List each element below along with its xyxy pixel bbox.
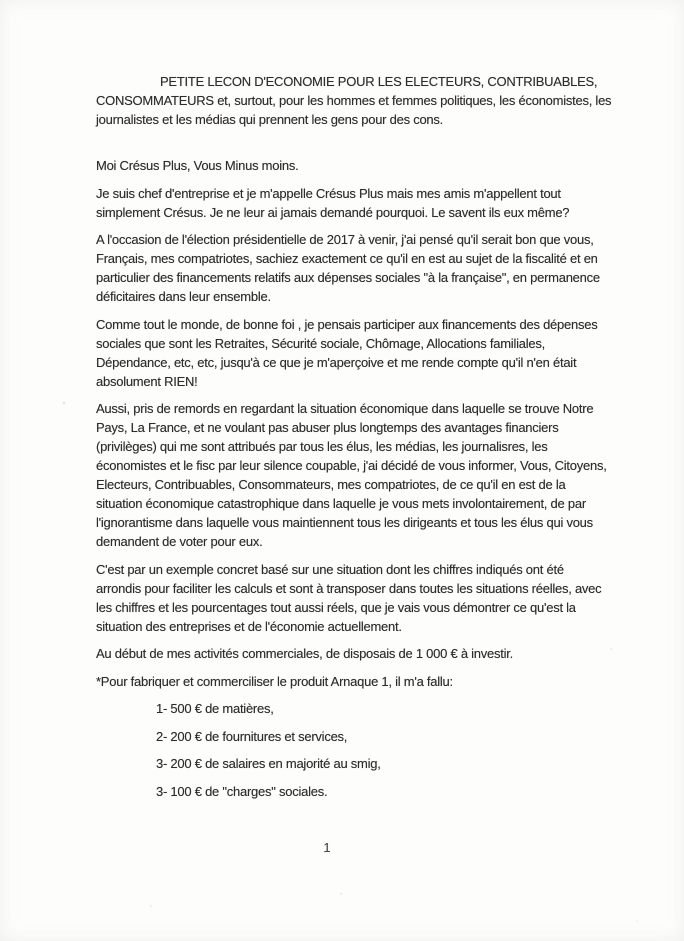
text-line: Au début de mes activités commerciales, de disposais de 1 000 € à investir. [96, 646, 513, 661]
text-line: Aussi, pris de remords en regardant la situation économique dans laquelle se trouve Notre [96, 401, 594, 416]
text-line: Dépendance, etc, etc, jusqu'à ce que je m'aperçoive et me rende compte qu'il n'en était [96, 354, 577, 370]
list-item [96, 727, 664, 746]
paragraph [96, 315, 664, 391]
text-line: arrondis pour faciliter les calculs et sont à transposer dans toutes les situations réelles, avec [96, 580, 602, 596]
document-title [96, 72, 664, 129]
text-line: Je suis chef d'entreprise et je m'appelle Crésus Plus mais mes amis m'appellent tout [96, 185, 561, 201]
text-line: Pays, La France, et ne voulant pas abuser plus longtemps des avantages financiers [96, 420, 559, 435]
paragraph [96, 560, 664, 636]
paragraph [96, 184, 664, 222]
text-line: simplement Crésus. Je ne leur ai jamais demandé pourquoi. Le savent ils eux même? [96, 204, 570, 220]
text-line: Electeurs, Contribuables, Consommateurs, mes compatriotes, de ce qu'il en est de la [96, 477, 566, 492]
text-line: demandent de voter pour eux. [96, 534, 263, 549]
paragraph [96, 672, 664, 691]
list-item [96, 782, 664, 801]
text-line: Moi Crésus Plus, Vous Minus moins. [96, 158, 299, 173]
text-line: A l'occasion de l'élection présidentielle de 2017 à venir, j'ai pensé qu'il serait bon que vous, [96, 232, 594, 247]
text-line: CONSOMMATEURS et, surtout, pour les hommes et femmes politiques, les économistes, les [96, 93, 612, 108]
text-line: économistes et le fisc par leur silence coupable, j'ai décidé de vous informer, Vous, Citoyens, [96, 458, 607, 473]
text-line: 2- 200 € de fournitures et services, [156, 728, 348, 744]
text-line: 3- 200 € de salaires en majorité au smig, [156, 756, 381, 771]
document-body [96, 72, 664, 809]
paragraph [96, 644, 664, 663]
scan-speckles [0, 0, 2, 2]
text-line: déficitaires dans leur ensemble. [96, 289, 271, 304]
list-item [96, 699, 664, 718]
text-line: C'est par un exemple concret basé sur une situation dont les chiffres indiqués ont été [96, 561, 564, 577]
text-line: l'ignorantisme dans laquelle vous maintiennent tous les dirigeants et tous les élus qui vous [96, 515, 593, 530]
text-line: situation des entreprises et de l'économie actuellement. [96, 618, 402, 634]
text-line: journalistes et les médias qui prennent les gens pour des cons. [96, 112, 444, 127]
text-line: particulier des financements relatifs aux dépenses sociales "à la française", en permanence [96, 270, 600, 285]
list-item [96, 754, 664, 773]
text-line: (privilèges) qui me sont attribués par tous les élus, les médias, les journalisres, les [96, 439, 548, 454]
text-line: PETITE LECON D'ECONOMIE POUR LES ELECTEURS, CONTRIBUABLES, [160, 74, 598, 89]
text-line: sociales que sont les Retraites, Sécurité sociale, Chômage, Allocations familiales, [96, 335, 545, 351]
text-line: *Pour fabriquer et commerciliser le produit Arnaque 1, il m'a fallu: [96, 673, 453, 689]
text-line: 1- 500 € de matières, [156, 701, 274, 716]
text-line: Français, mes compatriotes, sachiez exactement ce qu'il en est au sujet de la fiscalité et en [96, 251, 598, 266]
text-line: absolument RIEN! [96, 373, 198, 389]
paragraph [96, 399, 664, 551]
page-number: 1 [323, 840, 331, 855]
text-line: situation économique catastrophique dans laquelle je vous mets involontairement, de par [96, 496, 586, 511]
text-line: 3- 100 € de "charges" sociales. [156, 783, 328, 799]
text-line: Comme tout le monde, de bonne foi , je pensais participer aux financements des dépenses [96, 316, 598, 332]
text-line: les chiffres et les pourcentages tout aussi réels, que je vais vous démontrer ce qu'est la [96, 599, 576, 615]
paragraph [96, 156, 664, 175]
paragraph [96, 230, 664, 306]
